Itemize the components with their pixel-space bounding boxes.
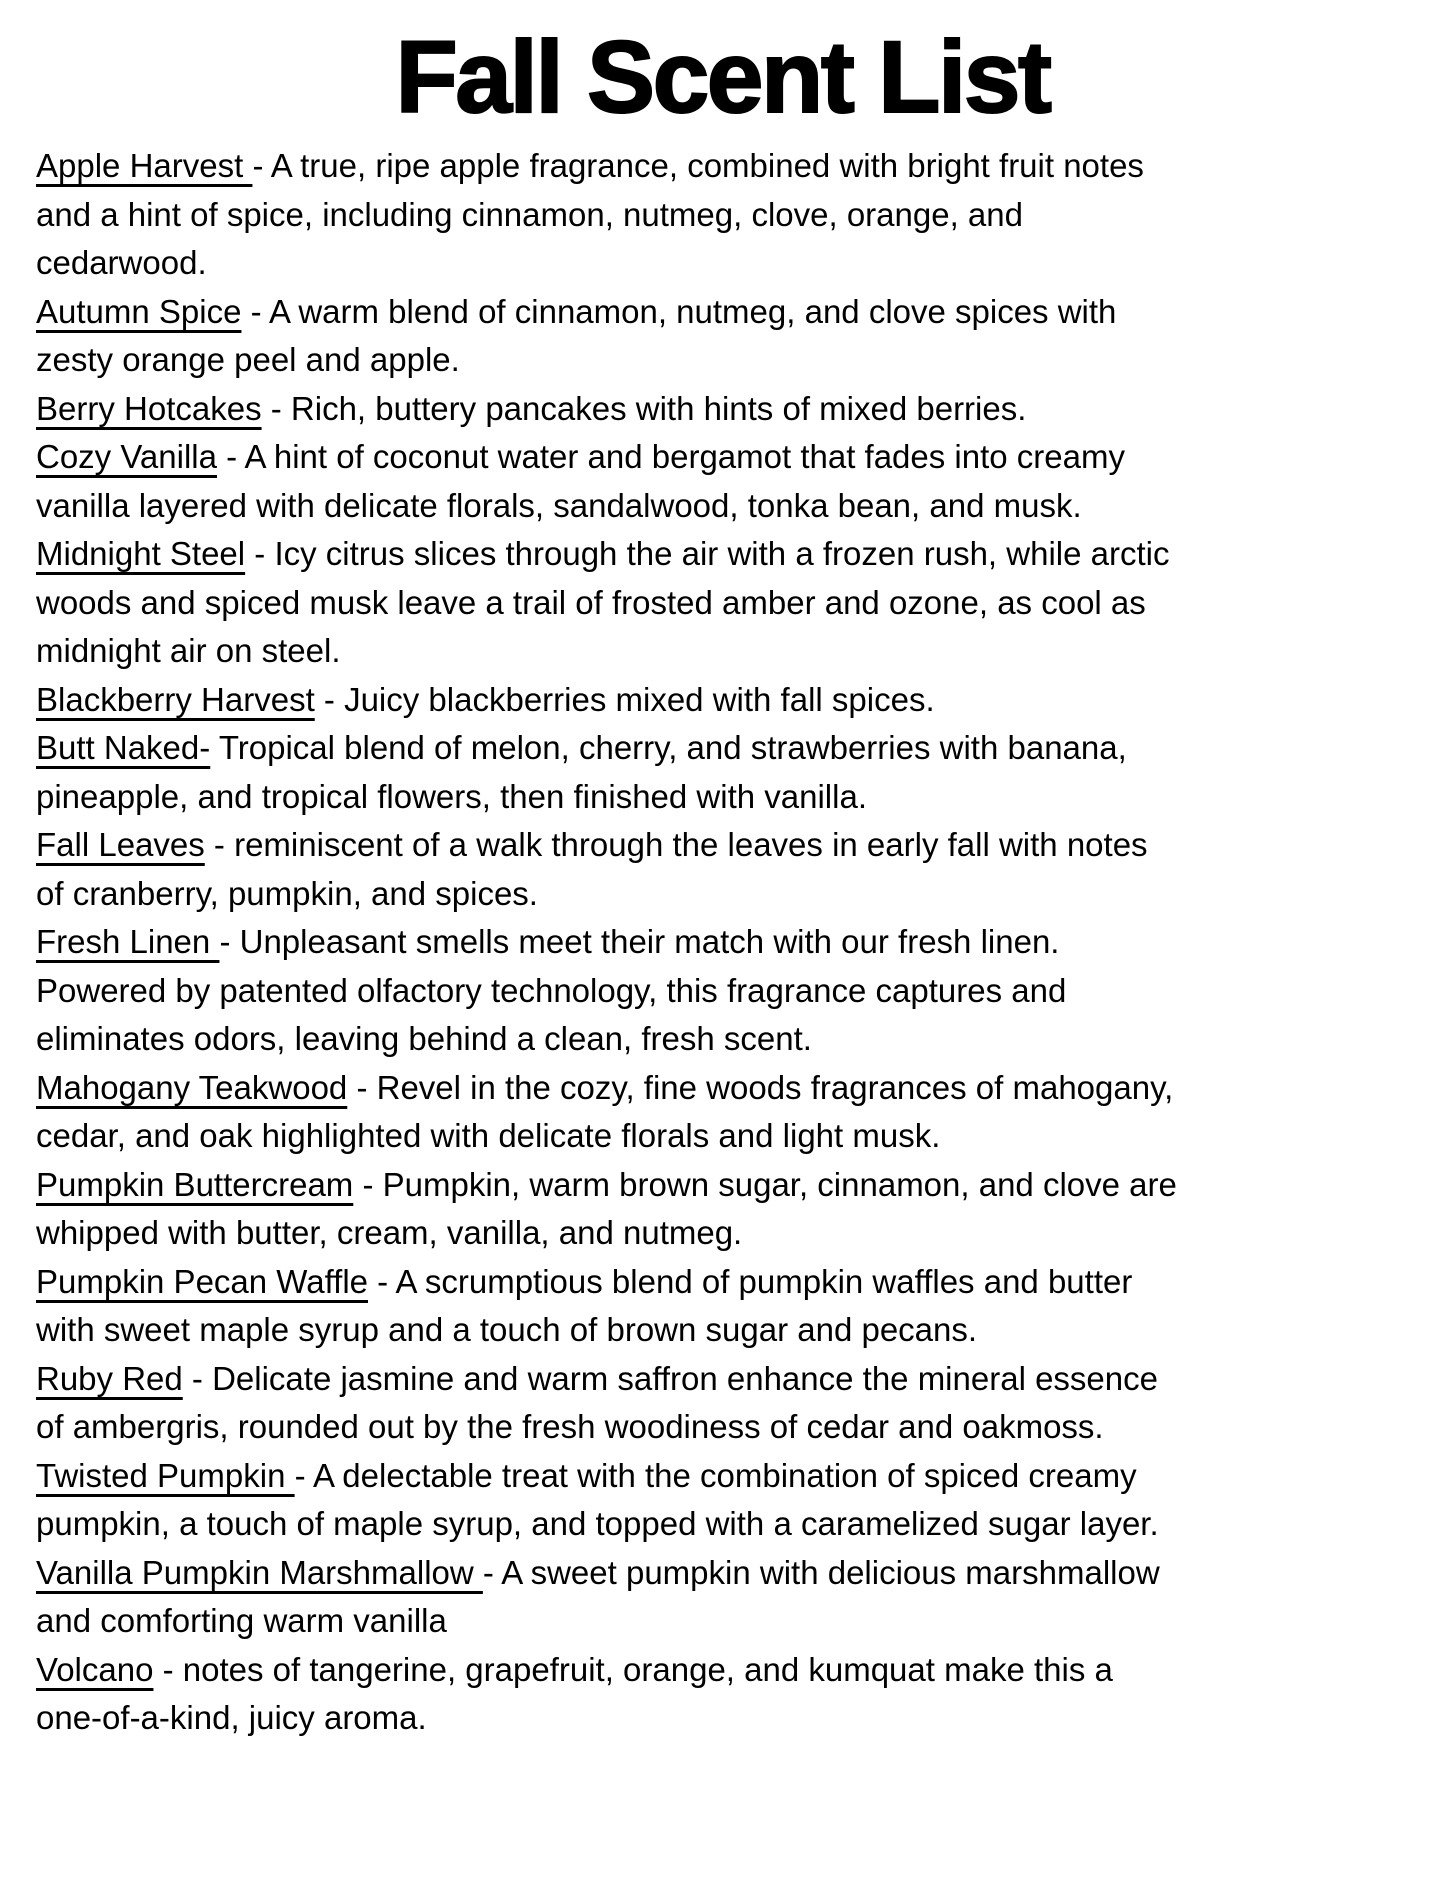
- scent-description: Revel in the cozy, fine woods fragrances of mahogany, cedar, and oak highlighted with delicate florals and light musk.: [36, 1068, 1174, 1154]
- scent-separator: -: [482, 1553, 502, 1591]
- scent-item: [36, 288, 1178, 385]
- scent-description: Rich, buttery pancakes with hints of mixed berries.: [290, 389, 1027, 427]
- scent-separator: -: [153, 1650, 183, 1688]
- scent-item: [36, 676, 1178, 725]
- scent-name: Vanilla Pumpkin Marshmallow: [36, 1553, 483, 1591]
- scent-description: A sweet pumpkin with delicious marshmallow and comforting warm vanilla: [36, 1553, 1160, 1639]
- scent-item: [36, 1355, 1178, 1452]
- scent-item: [36, 724, 1178, 821]
- scent-item: [36, 821, 1178, 918]
- scent-name: Volcano: [36, 1650, 154, 1688]
- scent-description: A warm blend of cinnamon, nutmeg, and clove spices with zesty orange peel and apple.: [36, 292, 1117, 378]
- scent-name: Pumpkin Pecan Waffle: [36, 1262, 368, 1300]
- scent-name: Mahogany Teakwood: [36, 1068, 348, 1106]
- scent-item: [36, 142, 1178, 288]
- scent-name: Twisted Pumpkin: [36, 1456, 295, 1494]
- scent-separator: -: [241, 292, 269, 330]
- scent-name: Pumpkin Buttercream: [36, 1165, 354, 1203]
- scent-description: Tropical blend of melon, cherry, and strawberries with banana, pineapple, and tropical flowers, then finished with vanilla.: [36, 729, 1127, 815]
- scent-name: Apple Harvest: [36, 147, 253, 184]
- scent-separator: -: [216, 438, 245, 475]
- scent-name: Butt Naked-: [36, 729, 211, 766]
- scent-separator: -: [368, 1262, 396, 1300]
- scent-description: Juicy blackberries mixed with fall spices.: [344, 680, 935, 718]
- scent-name: Ruby Red: [36, 1359, 183, 1397]
- scent-separator: -: [252, 147, 271, 184]
- scent-description: A scrumptious blend of pumpkin waffles and butter with sweet maple syrup and a touch of brown sugar and pecans.: [36, 1262, 1133, 1348]
- scent-separator: -: [182, 1359, 213, 1397]
- scent-description: A delectable treat with the combination of spiced creamy pumpkin, a touch of maple syrup, and topped with a caramelized sugar layer.: [36, 1456, 1159, 1542]
- scent-name: Midnight Steel: [36, 535, 246, 572]
- scent-list: [36, 142, 1178, 1743]
- scent-separator: -: [245, 535, 275, 572]
- scent-separator: -: [261, 389, 291, 427]
- scent-item: [36, 1064, 1178, 1161]
- scent-description: Icy citrus slices through the air with a frozen rush, while arctic woods and spiced musk leave a trail of frosted amber and ozone, as cool as midnight air on steel.: [36, 535, 1170, 669]
- scent-name: Autumn Spice: [36, 292, 242, 330]
- scent-name: Fall Leaves: [36, 826, 205, 863]
- scent-item: [36, 530, 1178, 676]
- scent-separator: -: [219, 923, 240, 960]
- scent-separator: -: [294, 1456, 313, 1494]
- scent-description: reminiscent of a walk through the leaves in early fall with notes of cranberry, pumpkin, and spices.: [36, 826, 1148, 912]
- scent-item: [36, 433, 1178, 530]
- scent-item: [36, 1549, 1178, 1646]
- scent-name: Cozy Vanilla: [36, 438, 217, 475]
- scent-separator: -: [353, 1165, 383, 1203]
- scent-description: A hint of coconut water and bergamot that fades into creamy vanilla layered with delicate florals, sandalwood, tonka bean, and musk.: [36, 438, 1125, 524]
- scent-description: notes of tangerine, grapefruit, orange, and kumquat make this a one-of-a-kind, juicy aroma.: [36, 1650, 1113, 1736]
- scent-name: Fresh Linen: [36, 923, 220, 960]
- scent-item: [36, 1646, 1178, 1743]
- scent-item: [36, 1452, 1178, 1549]
- scent-item: [36, 918, 1178, 1064]
- scent-separator: [210, 729, 219, 766]
- scent-description: Pumpkin, warm brown sugar, cinnamon, and clove are whipped with butter, cream, vanilla, and nutmeg.: [36, 1165, 1177, 1251]
- scent-item: [36, 1161, 1178, 1258]
- scent-separator: -: [314, 680, 345, 718]
- scent-separator: -: [204, 826, 235, 863]
- scent-item: [36, 1258, 1178, 1355]
- scent-description: Delicate jasmine and warm saffron enhance the mineral essence of ambergris, rounded out by the fresh woodiness of cedar and oakmoss.: [36, 1359, 1158, 1445]
- document-page: [0, 20, 1445, 1897]
- scent-description: Unpleasant smells meet their match with our fresh linen. Powered by patented olfactory technology, this fragrance captures and eliminates odors, leaving behind a clean, fresh scent.: [36, 923, 1067, 1057]
- page-title: Fall Scent List: [395, 20, 1050, 134]
- scent-item: [36, 385, 1178, 434]
- scent-name: Berry Hotcakes: [36, 389, 262, 427]
- scent-separator: -: [347, 1068, 377, 1106]
- scent-description: A true, ripe apple fragrance, combined with bright fruit notes and a hint of spice, including cinnamon, nutmeg, clove, orange, and cedarwood.: [36, 147, 1144, 281]
- scent-name: Blackberry Harvest: [36, 680, 315, 718]
